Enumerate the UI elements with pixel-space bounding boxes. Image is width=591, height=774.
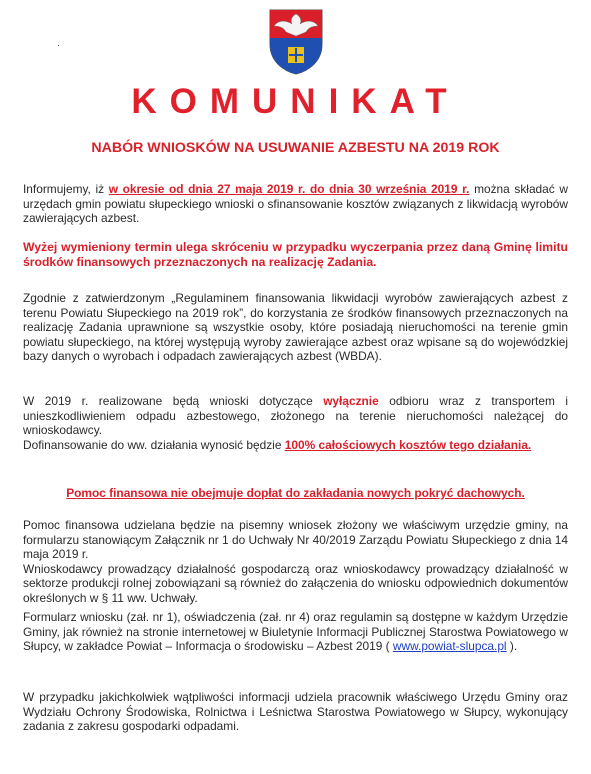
- text: Wnioskodawcy prowadzący działalność gospodarczą oraz wnioskodawcy prowadzący działalność w sektorze produkcji rolnej zobowiązani są również do załączenia do wniosku odpowiednich dokumentów określonych w § 11 ww. Uchwały.: [23, 561, 568, 605]
- text: odbioru wraz z transportem i unieszkodliwieniem odpadu azbestowego, złożonego na terenie nieruchomości należącej do wnioskodawcy.: [23, 394, 568, 438]
- paragraph-roof-exclusion: Pomoc finansowa nie obejmuje dopłat do zakładania nowych pokryć dachowych.: [66, 486, 525, 500]
- stray-dot: ·: [57, 40, 61, 51]
- text: Formularz wniosku (zał. nr 1), oświadczenia (zał. nr 4) oraz regulamin są dostępne w każdym Urzędzie Gminy, jak również na stronie internetowej w Biuletynie Informacji Publicznej Starostwa Powiatowego w Słupcy, w zakładce Powiat – Informacja o środowisku – Azbest 2019 (: [23, 610, 568, 654]
- emphasis-exclusively: wyłącznie: [323, 394, 379, 408]
- coat-of-arms-icon: [268, 8, 324, 76]
- paragraph-regulation: Zgodnie z zatwierdzonym „Regulaminem finansowania likwidacji wyrobów zawierających azbest z terenu Powiatu Słupeckiego na 2019 rok”, do korzystania ze środków finansowych przeznaczonych na realizację Zadania uprawnione są wszystkie osoby, które posiadają nieruchomości na terenie gmin powiatu słupeckiego, na której występują wyroby zawierające azbest oraz wpisane są do wojewódzkiej bazy danych o wyrobach i odpadach zawierających azbest (WBDA).: [23, 291, 568, 364]
- paragraph-shortening-warning: Wyżej wymieniony termin ulega skróceniu w przypadku wyczerpania przez daną Gminę limitu środków finansowych przeznaczonych na realizację Zadania.: [23, 240, 568, 269]
- paragraph-scope: [23, 394, 568, 452]
- website-link[interactable]: www.powiat-slupca.pl: [392, 639, 507, 654]
- text: Dofinansowanie do ww. działania wynosić będzie: [23, 437, 285, 452]
- page-title: KOMUNIKAT: [131, 82, 460, 121]
- text: W 2019 r. realizowane będą wnioski dotyczące: [23, 394, 324, 408]
- funding-percentage: 100% całościowych kosztów tego działania.: [284, 437, 532, 452]
- deadline-dates: w okresie od dnia 27 maja 2019 r. do dnia 30 września 2019 r.: [108, 182, 470, 196]
- page-subtitle: NABÓR WNIOSKÓW NA USUWANIE AZBESTU NA 2019 ROK: [91, 140, 500, 156]
- paragraph-contact: W przypadku jakichkolwiek wątpliwości informacji udziela pracownik właściwego Urzędu Gminy oraz Wydziału Ochrony Środowiska, Rolnictwa i Leśnictwa Starostwa Powiatowego w Słupcy, wykonujący zadania z zakresu gospodarki odpadami.: [23, 690, 568, 734]
- text: ).: [506, 639, 518, 654]
- paragraph-application: [23, 518, 568, 606]
- text: można składać w urzędach gmin powiatu słupeckiego wnioski o sfinansowanie kosztów związanych z likwidacją wyrobów zawierających azbest.: [23, 182, 568, 226]
- paragraph-forms: [23, 610, 568, 654]
- paragraph-deadline: [23, 182, 568, 226]
- text: Pomoc finansowa udzielana będzie na pisemny wniosek złożony we właściwym urzędzie gminy, na formularzu stanowiącym Załącznik nr 1 do Uchwały Nr 40/2019 Zarządu Powiatu Słupeckiego z dnia 14 maja 2019 r.: [23, 518, 568, 562]
- text: Informujemy, iż: [23, 182, 109, 196]
